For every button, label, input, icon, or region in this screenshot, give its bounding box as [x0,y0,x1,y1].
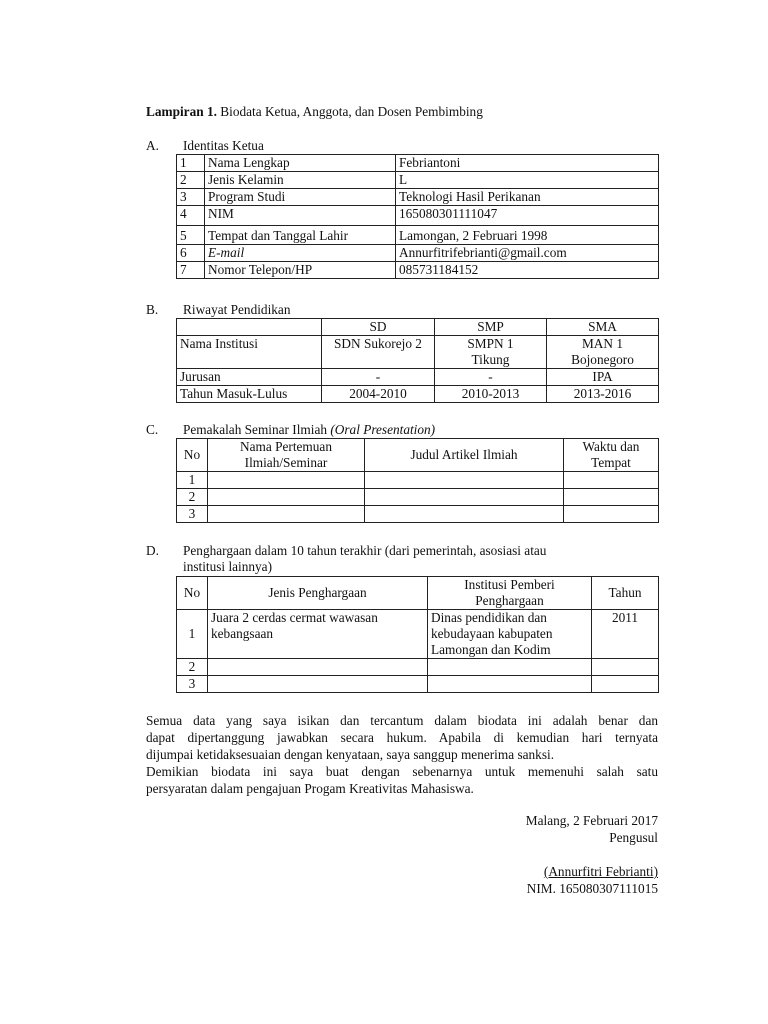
heading-text: Pemakalah Seminar Ilmiah [183,422,331,437]
header-line: Institusi Pemberi [464,577,555,592]
cell-smp: - [435,369,547,386]
section-d-heading-line1: Penghargaan dalam 10 tahun terakhir (dari pemerintah, asosiasi atau [183,543,547,558]
seminar-table [176,438,659,523]
table-row [177,386,659,403]
table-row [177,676,659,693]
table-row [177,262,659,279]
row-label: Program Studi [205,189,396,206]
section-d-letter: D. [146,543,159,558]
table-header-row [177,319,659,336]
cell-line: Juara 2 cerdas cermat wawasan [211,610,378,625]
table-row [177,336,659,369]
table-row [177,189,659,206]
header-line: Waktu dan [582,439,640,454]
header-empty [177,319,322,336]
row-no: 2 [177,489,208,506]
header-sd: SD [322,319,435,336]
row-no: 3 [177,676,208,693]
row-label: Jenis Kelamin [205,172,396,189]
row-value: Annurfitrifebrianti@gmail.com [396,245,659,262]
cell-line: SMPN 1 [467,336,514,351]
statement-line: dapat dipertanggung jawabkan secara hukum. Apabila di kemudian hari ternyata [146,730,658,745]
statement-line: Demikian biodata ini saya buat dengan sebenarnya untuk memenuhi salah satu [146,764,658,779]
cell-award [208,610,428,659]
row-no: 7 [177,262,205,279]
cell-sd: SDN Sukorejo 2 [322,336,435,369]
cell-line: Tikung [471,352,510,367]
row-no: 4 [177,206,205,226]
row-label: Nomor Telepon/HP [205,262,396,279]
header-line: Penghargaan [475,593,544,608]
statement-line: dijumpai ketidaksesuaian dengan kenyataan, saya sanggup menerima sanksi. [146,747,555,762]
statement-line: Semua data yang saya isikan dan tercantum dalam biodata ini adalah benar dan [146,713,658,728]
row-value: 085731184152 [396,262,659,279]
row-label: Nama Lengkap [205,155,396,172]
row-value: Febriantoni [396,155,659,172]
row-label: E-mail [205,245,396,262]
cell-sd: 2004-2010 [322,386,435,403]
row-value: Teknologi Hasil Perikanan [396,189,659,206]
award-table [176,576,659,693]
row-label: Jurusan [177,369,322,386]
table-row [177,659,659,676]
row-label: NIM [205,206,396,226]
section-b-letter: B. [146,302,159,317]
header-line: Ilmiah/Seminar [244,455,328,470]
row-no: 1 [177,610,208,659]
row-no: 1 [177,155,205,172]
cell-sma [547,336,659,369]
signature-place-date: Malang, 2 Februari 2017 [525,813,658,828]
cell-line: Dinas pendidikan dan [431,610,547,625]
cell-sd: - [322,369,435,386]
title-rest: Biodata Ketua, Anggota, dan Dosen Pembimbing [216,104,483,119]
cell-year: 2011 [592,610,659,659]
row-no: 1 [177,472,208,489]
row-no: 2 [177,659,208,676]
header-year: Tahun [592,577,659,610]
section-a-heading: Identitas Ketua [183,138,264,153]
table-row [177,489,659,506]
header-title: Judul Artikel Ilmiah [365,439,564,472]
header-time [564,439,659,472]
table-row [177,226,659,245]
cell-line: Lamongan dan Kodim [431,642,551,657]
header-award: Jenis Penghargaan [208,577,428,610]
header-sma: SMA [547,319,659,336]
identity-table [176,154,659,279]
section-c-letter: C. [146,422,159,437]
cell-line: kebudayaan kabupaten [431,626,553,641]
header-meeting [208,439,365,472]
row-no: 6 [177,245,205,262]
section-d-heading-line2: institusi lainnya) [183,559,273,574]
table-header-row [177,577,659,610]
statement-line: persyaratan dalam pengajuan Progam Kreativitas Mahasiswa. [146,781,474,796]
table-header-row [177,439,659,472]
title-bold: Lampiran 1. [146,104,217,119]
table-row [177,506,659,523]
cell-smp [435,336,547,369]
row-no: 5 [177,226,205,245]
row-no: 3 [177,506,208,523]
header-line: Tempat [591,455,631,470]
row-value: Lamongan, 2 Februari 1998 [396,226,659,245]
header-line: Nama Pertemuan [240,439,332,454]
row-label: Tahun Masuk-Lulus [177,386,322,403]
row-label: Tempat dan Tanggal Lahir [205,226,396,245]
table-row [177,369,659,386]
row-label: Nama Institusi [177,336,322,369]
cell-line: MAN 1 [581,336,623,351]
signature-name: (Annurfitri Febrianti) [543,864,658,879]
table-row [177,206,659,226]
table-row [177,245,659,262]
row-no: 2 [177,172,205,189]
row-value: 165080301111047 [396,206,659,226]
section-c-heading [183,422,435,438]
header-smp: SMP [435,319,547,336]
heading-italic: (Oral Presentation) [330,422,436,437]
row-no: 3 [177,189,205,206]
cell-institution [428,610,592,659]
table-row [177,472,659,489]
cell-line: Bojonegoro [571,352,634,367]
cell-sma: IPA [547,369,659,386]
table-row [177,610,659,659]
section-a-letter: A. [146,138,159,153]
header-no: No [177,577,208,610]
signature-role: Pengusul [609,830,658,845]
header-no: No [177,439,208,472]
table-row [177,172,659,189]
row-value: L [396,172,659,189]
cell-smp: 2010-2013 [435,386,547,403]
table-row [177,155,659,172]
education-table [176,318,659,403]
cell-sma: 2013-2016 [547,386,659,403]
statement-paragraph [146,712,658,797]
cell-line: kebangsaan [211,626,274,641]
header-institution [428,577,592,610]
signature-nim: NIM. 165080307111015 [526,881,658,896]
document-title [146,104,483,120]
section-b-heading: Riwayat Pendidikan [183,302,291,317]
